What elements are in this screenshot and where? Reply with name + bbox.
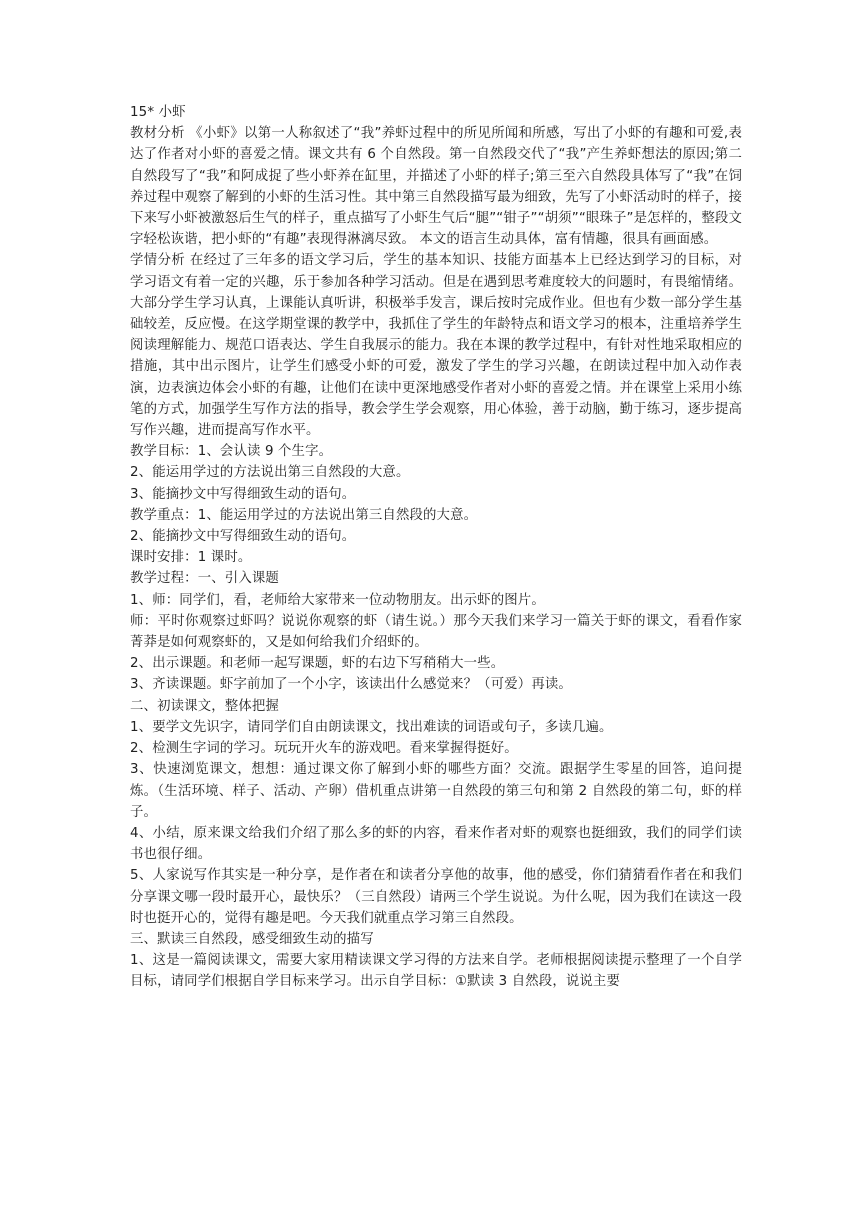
paragraph-process-heading: 教学过程：一、引入课题 <box>130 571 279 587</box>
paragraph-step-3-1: 1、这是一篇阅读课文，需要大家用精读课文学习得的方法来自学。老师根据阅读提示整理了一个自学目标，请同学们根据自学目标来学习。出示自学目标：①默读 3 自然段，说说主要 <box>130 953 742 990</box>
paragraph-step-2-5: 5、人家说写作其实是一种分享，是作者在和读者分享他的故事，他的感受，你们猜猜看作者在和我们分享课文哪一段时最开心，最快乐？（三自然段）请两三个学生说说。为什么呢，因为我们在读这一段时也挺开心的，觉得有趣是吧。今天我们就重点学习第三自然段。 <box>130 868 742 926</box>
paragraph-schedule: 课时安排：1 课时。 <box>130 550 252 566</box>
paragraph-step-2-1: 1、要学文先识字，请同学们自由朗读课文，找出难读的词语或句子，多读几遍。 <box>130 719 613 735</box>
paragraph-focus-2: 2、能摘抄文中写得细致生动的语句。 <box>130 529 356 545</box>
paragraph-goal-1: 教学目标：1、会认读 9 个生字。 <box>130 444 333 460</box>
paragraph-step-2-3: 3、快速浏览课文，想想：通过课文你了解到小虾的哪些方面？交流。跟据学生零星的回答，追问提炼。（生活环境、样子、活动、产卵）借机重点讲第一自然段的第三句和第 2 自然段的第二句，虾的样子。 <box>130 762 742 820</box>
paragraph-focus-1: 教学重点：1、能运用学过的方法说出第三自然段的大意。 <box>130 507 478 523</box>
document-title: 15* 小虾 <box>130 105 186 120</box>
paragraph-step-2-2: 2、检测生字词的学习。玩玩开火车的游戏吧。看来掌握得挺好。 <box>130 741 518 757</box>
paragraph-step-2-4: 4、小结，原来课文给我们介绍了那么多的虾的内容，看来作者对虾的观察也挺细致，我们的同学们读书也很仔细。 <box>130 825 742 863</box>
paragraph-section-3-heading: 三、默读三自然段，感受细致生动的描写 <box>130 931 374 947</box>
document-body <box>130 102 742 993</box>
paragraph-step-1-3: 3、齐读课题。虾字前加了一个小字，该读出什么感觉来？（可爱）再读。 <box>130 677 572 693</box>
paragraph-learner-analysis: 学情分析 在经过了三年多的语文学习后，学生的基本知识、技能方面基本上已经达到学习的目标，对学习语文有着一定的兴趣，乐于参加各种学习活动。但是在遇到思考难度较大的问题时，有畏缩情绪。大部分学生学习认真，上课能认真听讲，积极举手发言，课后按时完成作业。但也有少数一部分学生基础较差，反应慢。在这学期堂课的教学中，我抓住了学生的年龄特点和语文学习的根本，注重培养学生阅读理解能力、规范口语表达、学生自我展示的能力。我在本课的教学过程中，有针对性地采取相应的措施，其中出示图片，让学生们感受小虾的可爱，激发了学生的学习兴趣，在朗读过程中加入动作表演，边表演边体会小虾的有趣，让他们在读中更深地感受作者对小虾的喜爱之情。并在课堂上采用小练笔的方式，加强学生写作方法的指导，教会学生学会观察，用心体验，善于动脑，勤于练习，逐步提高写作兴趣，进而提高写作水平。 <box>130 253 742 439</box>
paragraph-step-1-teacher: 师：平时你观察过虾吗？说说你观察的虾（请生说。）那今天我们来学习一篇关于虾的课文，看看作家菁莽是如何观察虾的，又是如何给我们介绍虾的。 <box>130 613 742 651</box>
paragraph-step-1-2: 2、出示课题。和老师一起写课题，虾的右边下写稍稍大一些。 <box>130 656 505 672</box>
paragraph-goal-2: 2、能运用学过的方法说出第三自然段的大意。 <box>130 465 410 481</box>
paragraph-section-2-heading: 二、初读课文，整体把握 <box>130 698 279 714</box>
paragraph-step-1-1: 1、师：同学们，看，老师给大家带来一位动物朋友。出示虾的图片。 <box>130 592 545 608</box>
paragraph-goal-3: 3、能摘抄文中写得细致生动的语句。 <box>130 486 356 502</box>
paragraph-textbook-analysis: 教材分析 《小虾》以第一人称叙述了“我”养虾过程中的所见所闻和所感，写出了小虾的有趣和可爱,表达了作者对小虾的喜爱之情。课文共有 6 个自然段。第一自然段交代了“我”产生养虾想法的原因;第二自然段写了“我”和阿成捉了些小虾养在缸里，并描述了小虾的样子;第三至六自然段具体写了“我”在饲养过程中观察了解到的小虾的生活习性。其中第三自然段描写最为细致，先写了小虾活动时的样子，接下来写小虾被激怒后生气的样子，重点描写了小虾生气后“腿”“钳子”“胡须”“眼珠子”是怎样的，整段文字轻松诙谐，把小虾的“有趣”表现得淋漓尽致。 本文的语言生动具体，富有情趣，很具有画面感。 <box>130 126 742 248</box>
